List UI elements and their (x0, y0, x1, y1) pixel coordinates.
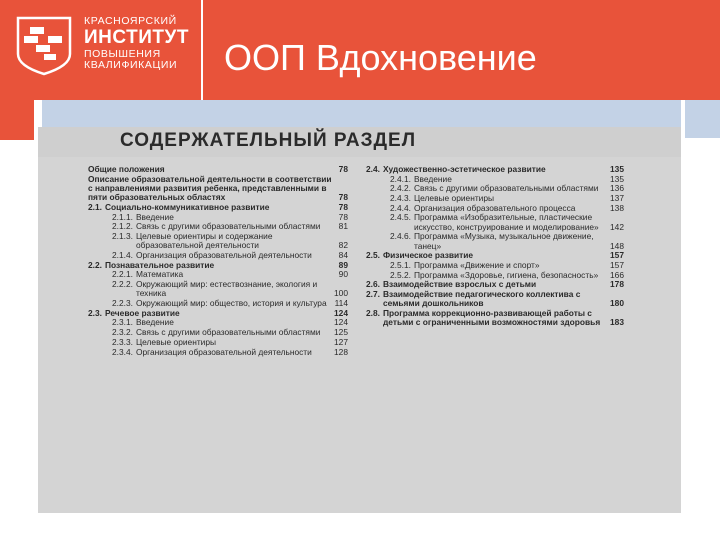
toc-entry-page: 183 (610, 317, 624, 328)
toc-entry-page: 136 (610, 183, 624, 194)
toc-entry (366, 261, 624, 270)
toc-entry-title: Введение (135, 211, 174, 222)
logo-line-3: ПОВЫШЕНИЯ (84, 47, 161, 60)
toc-entry-page: 82 (338, 240, 348, 251)
toc-entry-number: 2.1. (88, 201, 102, 212)
toc-entry-title: Программа коррекционно-развивающей работы с детьми с ограниченными возможностями здоровья (382, 308, 601, 328)
toc-entry-title: Введение (413, 173, 452, 184)
toc-entry (88, 280, 348, 299)
logo-line-2: ИНСТИТУТ (84, 26, 189, 48)
toc-left-column (88, 165, 348, 357)
toc-entry-page: 125 (334, 327, 348, 338)
toc-entry-title: Целевые ориентиры (413, 193, 495, 204)
logo-line-4: КВАЛИФИКАЦИИ (84, 59, 178, 71)
toc-entry-title: Целевые ориентиры и содержание образовательной деятельности (135, 231, 273, 251)
slide-title: ООП Вдохновение (224, 37, 537, 78)
toc-entry-page: 157 (610, 250, 624, 261)
toc-entry-title: Связь с другими образовательными областями (135, 327, 321, 338)
toc-entry-title: Введение (135, 317, 174, 328)
toc-entry-title: Художественно-эстетическое развитие (382, 164, 546, 174)
toc-entry-page: 137 (610, 193, 624, 204)
toc-entry-page: 84 (338, 250, 348, 261)
toc-entry-title: Программа «Изобразительные, пластические искусство, конструирование и моделирование» (413, 212, 599, 232)
toc-entry-number: 2.7. (366, 289, 380, 300)
toc-entry (366, 165, 624, 174)
accent-strip-blue-right (685, 100, 720, 138)
toc-entry-page: 142 (610, 221, 624, 232)
toc-entry-page: 124 (334, 307, 348, 318)
toc-entry-page: 89 (338, 259, 348, 270)
toc-entry (366, 213, 624, 232)
toc-entry-title: Целевые ориентиры (135, 336, 217, 347)
toc-entry-page: 178 (610, 279, 624, 290)
toc-entry-page: 135 (610, 164, 624, 174)
toc-entry-page: 157 (610, 260, 624, 271)
toc-entry-number: 2.1.3. (112, 231, 133, 242)
toc-entry-title: Описание образовательной деятельности в соответствии с направлениями развития ребенка, представленными в пяти образовательных областях (88, 173, 332, 203)
toc-entry (366, 290, 624, 309)
contents-page-scan (38, 127, 681, 513)
toc-entry-number: 2.6. (366, 279, 380, 290)
toc-entry-number: 2.4. (366, 164, 380, 174)
toc-entry-title: Организация образовательной деятельности (135, 250, 312, 261)
toc-entry-page: 78 (338, 211, 348, 222)
toc-entry-number: 2.4.4. (390, 202, 411, 213)
toc-entry (88, 338, 348, 347)
toc-entry-title: Связь с другими образовательными областями (135, 221, 321, 232)
toc-entry-title: Математика (135, 269, 184, 280)
toc-entry-number: 2.2. (88, 259, 102, 270)
toc-entry-number: 2.3.3. (112, 336, 133, 347)
toc-entry-page: 124 (334, 317, 348, 328)
toc-entry-title: Программа «Здоровье, гигиена, безопасность» (413, 269, 599, 280)
toc-entry (88, 232, 348, 251)
toc-entry (88, 251, 348, 260)
toc-entry-page: 138 (610, 202, 624, 213)
toc-entry-page: 78 (338, 192, 348, 203)
toc-entry-page: 135 (610, 173, 624, 184)
toc-entry-page: 128 (334, 346, 348, 357)
logo-text (84, 16, 189, 71)
toc-entry-title: Познавательное развитие (104, 259, 215, 270)
toc-entry (366, 232, 624, 251)
toc-entry-title: Речевое развитие (104, 307, 180, 318)
toc-entry-number: 2.3.1. (112, 317, 133, 328)
toc-entry-page: 100 (334, 288, 348, 299)
toc-entry-title: Окружающий мир: естествознание, экология и техника (135, 279, 318, 299)
toc-entry-title: Программа «Движение и спорт» (413, 260, 540, 271)
institute-logo (14, 14, 204, 76)
toc-entry-title: Физическое развитие (382, 250, 474, 261)
toc-entry-number: 2.2.2. (112, 279, 133, 290)
header-divider (201, 0, 203, 100)
toc-entry-title: Взаимодействие педагогического коллектива с семьями дошкольников (382, 289, 581, 309)
toc-entry-number: 2.1.2. (112, 221, 133, 232)
toc-entry-title: Общие положения (88, 164, 165, 174)
toc-entry-page: 127 (334, 336, 348, 347)
toc-entry-number: 2.2.1. (112, 269, 133, 280)
toc-entry-page: 78 (338, 164, 348, 174)
toc-entry-page: 90 (338, 269, 348, 280)
toc-entry-number: 2.1.1. (112, 211, 133, 222)
toc-entry-number: 2.4.6. (390, 231, 411, 242)
toc-entry-page: 148 (610, 240, 624, 251)
logo-mark-icon (14, 14, 74, 76)
toc-entry (366, 194, 624, 203)
toc-entry-number: 2.1.4. (112, 250, 133, 261)
toc-entry-number: 2.8. (366, 308, 380, 319)
toc-entry (366, 309, 624, 328)
toc-entry-page: 180 (610, 298, 624, 309)
toc-entry-number: 2.5. (366, 250, 380, 261)
toc-entry-page: 166 (610, 269, 624, 280)
accent-strip-left (0, 100, 34, 140)
toc-entry-title: Взаимодействие взрослых с детьми (382, 279, 537, 290)
toc-entry (88, 348, 348, 357)
toc-entry-page: 78 (338, 201, 348, 212)
logo-line-1: КРАСНОЯРСКИЙ (84, 15, 177, 27)
toc-entry-title: Программа «Музыка, музыкальное движение, танец» (413, 231, 594, 251)
doc-heading-bar (38, 127, 681, 157)
toc-entry-title: Организация образовательного процесса (413, 202, 576, 213)
toc-entry (88, 203, 348, 212)
toc-entry-number: 2.5.1. (390, 260, 411, 271)
toc-entry-page: 81 (338, 221, 348, 232)
toc-entry (88, 175, 348, 203)
toc-entry (88, 299, 348, 308)
toc-entry (88, 165, 348, 174)
toc-entry-number: 2.3.2. (112, 327, 133, 338)
toc-entry-number: 2.4.2. (390, 183, 411, 194)
toc-entry-number: 2.3. (88, 307, 102, 318)
toc-entry-title: Организация образовательной деятельности (135, 346, 312, 357)
toc-entry-number: 2.4.5. (390, 212, 411, 223)
toc-entry-title: Окружающий мир: общество, история и культура (135, 298, 327, 309)
toc-entry-page: 114 (334, 298, 348, 309)
toc-right-column (366, 165, 624, 328)
toc-entry-number: 2.4.3. (390, 193, 411, 204)
toc-entry-number: 2.3.4. (112, 346, 133, 357)
toc-entry-title: Социально-коммуникативное развитие (104, 201, 270, 212)
toc-entry-number: 2.5.2. (390, 269, 411, 280)
toc-entry-number: 2.2.3. (112, 298, 133, 309)
doc-heading: СОДЕРЖАТЕЛЬНЫЙ РАЗДЕЛ (120, 130, 417, 151)
toc-entry-number: 2.4.1. (390, 173, 411, 184)
toc-entry-title: Связь с другими образовательными областями (413, 183, 599, 194)
